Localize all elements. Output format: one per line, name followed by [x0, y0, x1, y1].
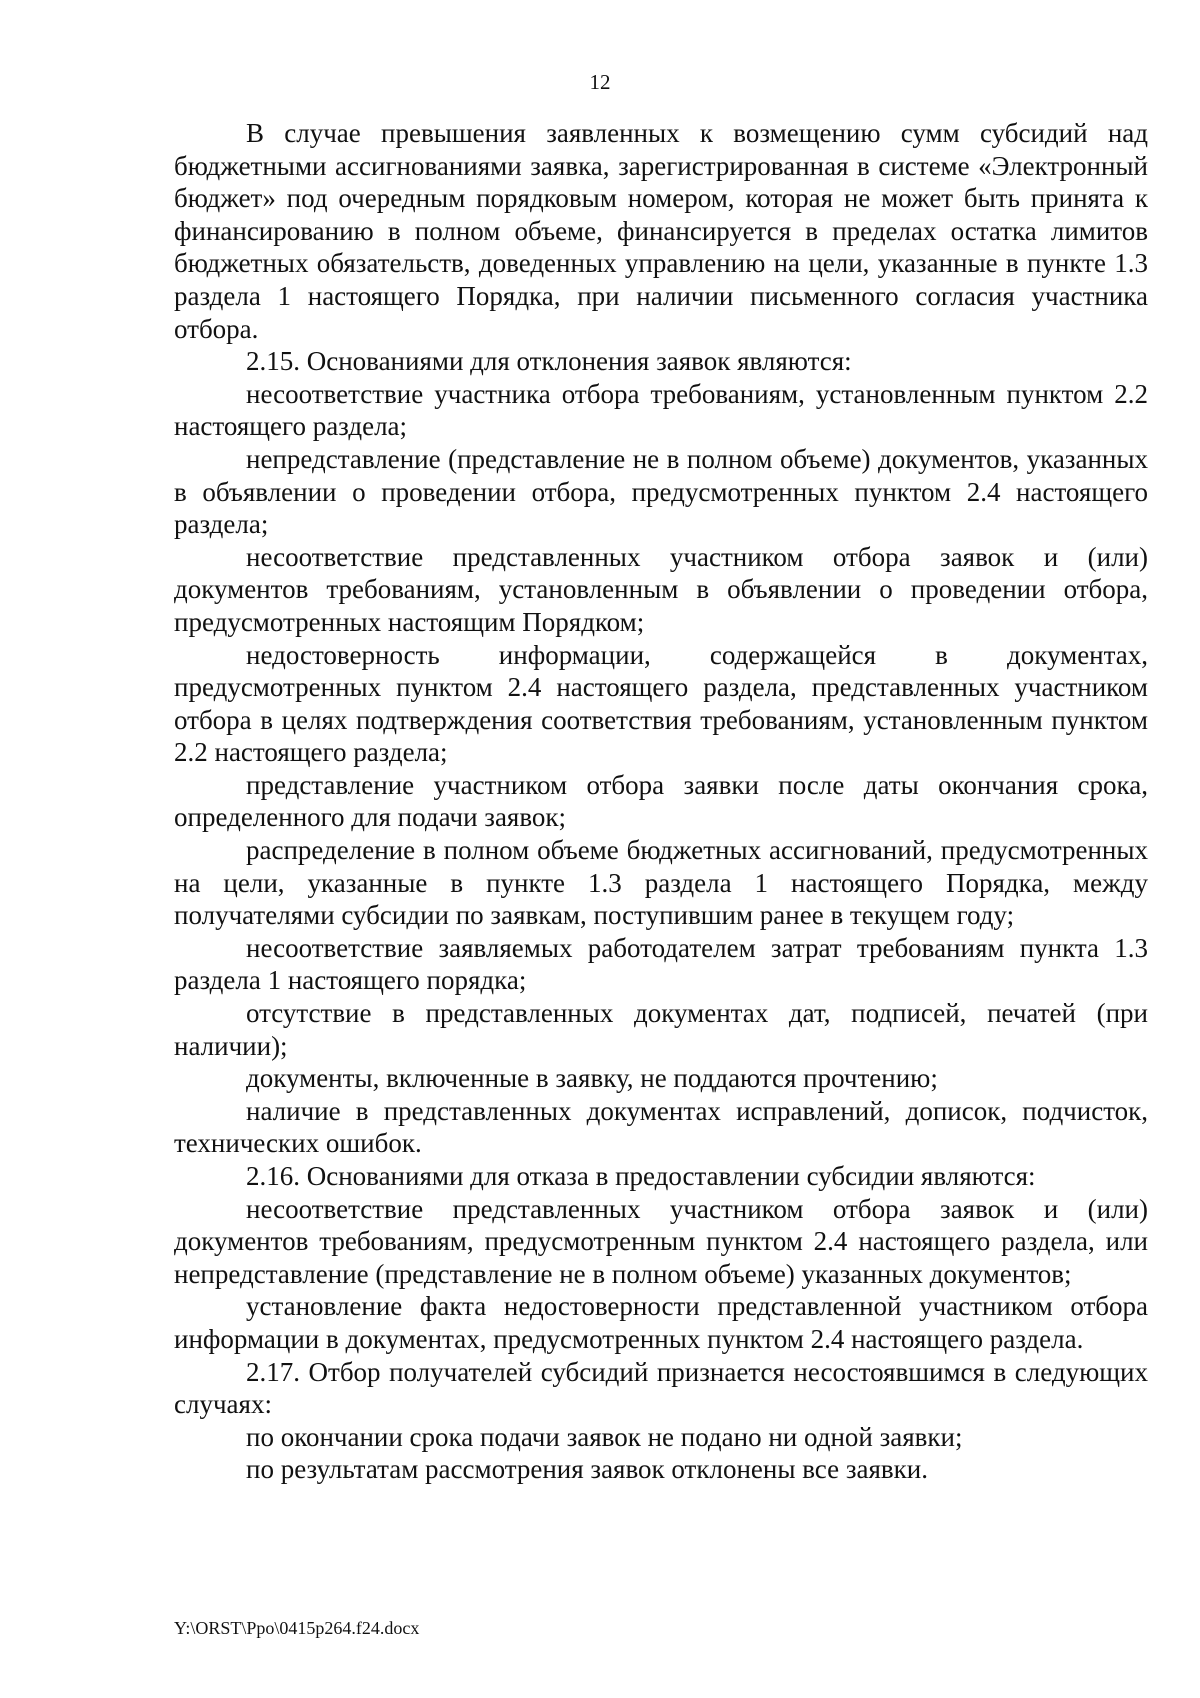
- paragraph-rejection-ground: наличие в представленных документах исправлений, дописок, подчисток, технических ошибок.: [174, 1095, 1148, 1159]
- paragraph-rejection-ground: недостоверность информации, содержащейся в документах, предусмотренных пунктом 2.4 настоящего раздела, представленных участником отбора в целях подтверждения соответствия требованиям, установленным пунктом 2.2 настоящего раздела;: [174, 639, 1148, 768]
- paragraph-rejection-ground: несоответствие заявляемых работодателем затрат требованиям пункта 1.3 раздела 1 настоящего порядка;: [174, 932, 1148, 996]
- paragraph-rejection-ground: непредставление (представление не в полном объеме) документов, указанных в объявлении о проведении отбора, предусмотренных пунктом 2.4 настоящего раздела;: [174, 443, 1148, 540]
- paragraph-refusal-ground: несоответствие представленных участником отбора заявок и (или) документов требованиям, предусмотренным пунктом 2.4 настоящего раздела, или непредставление (представление не в полном объеме) указанных документов;: [174, 1193, 1148, 1289]
- paragraph-2-16-heading: 2.16. Основаниями для отказа в предоставлении субсидии являются:: [246, 1161, 1036, 1191]
- paragraph-rejection-ground: несоответствие участника отбора требованиям, установленным пунктом 2.2 настоящего раздела;: [174, 378, 1148, 442]
- paragraph-rejection-ground: несоответствие представленных участником отбора заявок и (или) документов требованиям, установленным в объявлении о проведении отбора, предусмотренных настоящим Порядком;: [174, 541, 1148, 637]
- paragraph-rejection-ground: документы, включенные в заявку, не поддаются прочтению;: [246, 1063, 938, 1094]
- paragraph-2-15-heading: 2.15. Основаниями для отклонения заявок являются:: [246, 346, 852, 377]
- footer-file-path: Y:\ORST\Ppo\0415p264.f24.docx: [174, 1618, 420, 1638]
- document-body: [174, 117, 1148, 1486]
- paragraph-failed-selection-case: по результатам рассмотрения заявок отклонены все заявки.: [246, 1454, 928, 1485]
- paragraph-2-17-heading: 2.17. Отбор получателей субсидий признается несостоявшимся в следующих случаях:: [174, 1356, 1148, 1420]
- page-number: 12: [589, 70, 611, 94]
- paragraph-rejection-ground: представление участником отбора заявки после даты окончания срока, определенного для подачи заявок;: [174, 769, 1148, 833]
- paragraph-refusal-ground: установление факта недостоверности представленной участником отбора информации в документах, предусмотренных пунктом 2.4 настоящего раздела.: [174, 1291, 1148, 1354]
- paragraph-rejection-ground: отсутствие в представленных документах дат, подписей, печатей (при наличии);: [174, 998, 1148, 1061]
- paragraph-rejection-ground: распределение в полном объеме бюджетных ассигнований, предусмотренных на цели, указанные в пункте 1.3 раздела 1 настоящего Порядка, между получателями субсидии по заявкам, поступившим ранее в текущем году;: [174, 835, 1148, 931]
- paragraph-failed-selection-case: по окончании срока подачи заявок не подано ни одной заявки;: [246, 1421, 963, 1452]
- paragraph-subsidy-excess: В случае превышения заявленных к возмещению сумм субсидий над бюджетными ассигнованиями заявка, зарегистрированная в системе «Электронный бюджет» под очередным порядковым номером, которая не может быть принята к финансированию в полном объеме, финансируется в пределах остатка лимитов бюджетных обязательств, доведенных управлению на цели, указанные в пункте 1.3 раздела 1 настоящего Порядка, при наличии письменного согласия участника отбора.: [174, 118, 1148, 344]
